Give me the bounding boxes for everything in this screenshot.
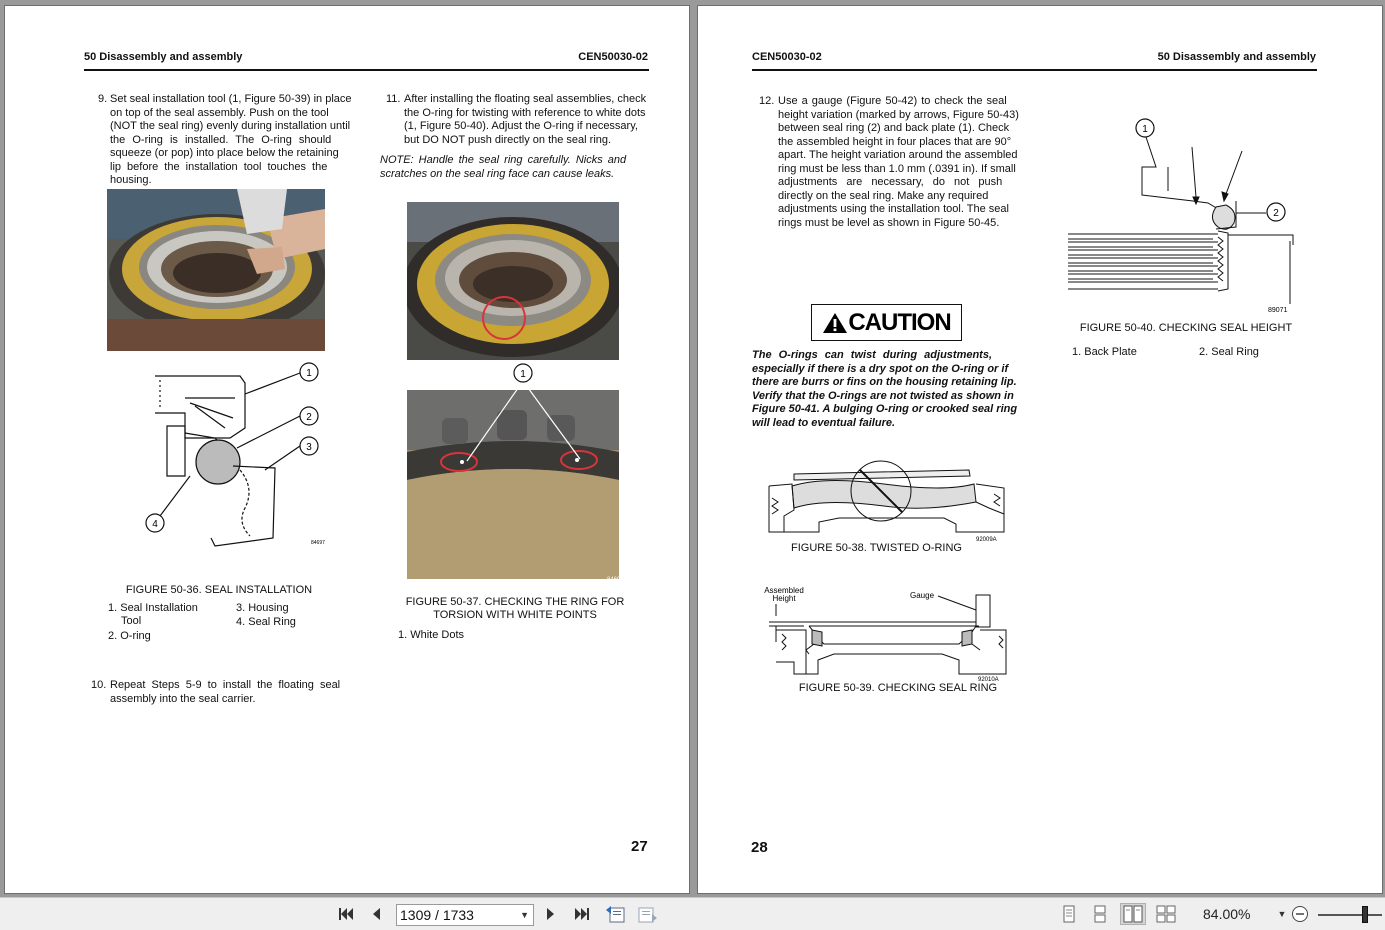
header-section-title: 50 Disassembly and assembly (84, 51, 243, 63)
step-10 (91, 679, 354, 706)
step-10-line: assembly into the seal carrier. (110, 692, 256, 705)
fig36-legend-2: 2. O-ring (108, 630, 151, 642)
caution-line: Figure 50-41. A bulging O-ring or crooked seal ring (752, 403, 1018, 415)
last-page-button[interactable] (572, 905, 592, 923)
header-rule (752, 69, 1317, 71)
checking-seal-height-diagram (1068, 109, 1298, 314)
figure-50-38-caption: FIGURE 50-38. TWISTED O-RING (791, 542, 962, 554)
zoom-slider-handle[interactable] (1362, 906, 1368, 923)
step-9-number: 9. (98, 93, 108, 105)
callout-4: 4 (152, 519, 158, 530)
next-view-button[interactable] (636, 905, 658, 923)
facing-view-button[interactable] (1120, 903, 1146, 925)
warning-icon (822, 312, 848, 334)
step-12-line: Use a gauge (Figure 50-42) to check the seal (778, 95, 1007, 107)
fig40-legend-2: 2. Seal Ring (1199, 346, 1259, 358)
step-11-text (386, 93, 649, 147)
caution-line: Verify that the O-rings are not twisted as shown in (752, 389, 1014, 402)
callout-2: 2 (306, 412, 312, 423)
seal-installation-diagram (145, 358, 335, 548)
next-view-icon (636, 904, 658, 924)
single-page-view-button[interactable] (1056, 903, 1082, 925)
zoom-level[interactable]: 84.00% (1203, 906, 1251, 922)
page-number: 27 (631, 838, 648, 855)
header-section-title: 50 Disassembly and assembly (1157, 51, 1316, 63)
facing-continuous-icon (1156, 905, 1176, 923)
step-12-line: rings must be level as shown in Figure 50-45. (778, 216, 1000, 229)
gauge-label: Gauge (910, 591, 935, 600)
step-9-line: the O-ring is installed. The O-ring should (110, 133, 332, 146)
step-9-line: (NOT the seal ring) evenly during installation until (110, 120, 351, 132)
step-11-line: (1, Figure 50-40). Adjust the O-ring if necessary, (404, 120, 638, 132)
figure-code: 92009A (976, 537, 997, 543)
step-9-line: housing. (110, 174, 152, 186)
facing-continuous-view-button[interactable] (1153, 903, 1179, 925)
caution-banner (811, 304, 962, 341)
note-text (380, 154, 649, 181)
header-rule (84, 69, 649, 71)
step-9-line: squeeze (or pop) into place below the retaining (110, 147, 339, 159)
seal-installation-photo (107, 189, 325, 351)
step-12-line: height variation (marked by arrows, Figure 50-43) (778, 108, 1019, 121)
callout-3: 3 (306, 442, 312, 453)
caption-line: TORSION WITH WHITE POINTS (433, 609, 597, 621)
fig36-legend-3: 3. Housing (236, 602, 289, 614)
step-10-number: 10. (91, 679, 107, 691)
step-12-line: adjustments are necessary, do not push (778, 176, 1003, 188)
zoom-dropdown-chevron-icon[interactable]: ▼ (1277, 909, 1287, 919)
step-10-line: Repeat Steps 5-9 to install the floating seal (110, 679, 341, 691)
white-dots-callout (445, 361, 595, 471)
continuous-view-button[interactable] (1087, 903, 1113, 925)
step-12-line: between seal ring (2) and back plate (1). Check (778, 122, 1010, 134)
note-line: NOTE: Handle the seal ring carefully. Nicks and (380, 154, 627, 166)
step-12 (759, 95, 1021, 230)
figure-50-36-caption: FIGURE 50-36. SEAL INSTALLATION (125, 584, 313, 596)
header-doc-code: CEN50030-02 (578, 51, 648, 63)
seal-ring-photo (407, 202, 619, 360)
figure-code: 92010A (978, 677, 999, 682)
callout-2: 2 (1273, 208, 1279, 219)
height-label: Height (772, 594, 796, 603)
step-9-line: lip before the installation tool touches the (110, 160, 328, 173)
page-number: 28 (751, 839, 768, 856)
next-page-icon (545, 906, 557, 922)
step-10-text (91, 679, 354, 706)
callout-1: 1 (520, 369, 526, 380)
first-page-button[interactable] (336, 905, 356, 923)
step-9-line: Set seal installation tool (1, Figure 50-39) in place (110, 93, 352, 105)
next-page-button[interactable] (543, 905, 559, 923)
callout-1: 1 (1142, 124, 1148, 135)
step-11-line: but DO NOT push directly on the seal ring. (404, 133, 612, 146)
step-9-text (98, 93, 354, 188)
step-9-line: on top of the seal assembly. Push on the tool (110, 106, 329, 119)
callout-1: 1 (306, 368, 312, 379)
caution-line: The O-rings can twist during adjustments, (752, 349, 993, 361)
caution-line: there are burrs or fins on the housing retaining lip. (752, 376, 1017, 388)
caution-text (752, 349, 1022, 430)
figure-code: 89071 (1268, 307, 1288, 314)
chevron-down-icon[interactable]: ▼ (520, 910, 529, 920)
step-12-line: the assembled height in four places that are 90° (778, 135, 1012, 148)
fig36-legend-1: 1. Seal Installation (108, 602, 198, 614)
zoom-out-icon (1291, 905, 1309, 923)
step-11-line: After installing the floating seal assemblies, check (404, 93, 647, 105)
caution-line: will lead to eventual failure. (752, 416, 896, 429)
step-12-text (759, 95, 1021, 230)
previous-view-icon (605, 904, 627, 924)
page-number-value: 1309 / 1733 (400, 907, 474, 923)
pdf-page-right (697, 5, 1383, 894)
previous-view-button[interactable] (605, 905, 627, 923)
fig36-legend-4: 4. Seal Ring (236, 616, 296, 628)
figure-50-37-caption (387, 596, 643, 622)
caution-title: CAUTION (848, 308, 951, 336)
fig36-legend-1b: Tool (121, 615, 142, 627)
step-9 (98, 93, 354, 188)
previous-page-button[interactable] (368, 905, 384, 923)
figure-50-39-caption: FIGURE 50-39. CHECKING SEAL RING (798, 682, 998, 694)
step-11-number: 11. (386, 93, 401, 105)
page-number-input[interactable] (396, 904, 534, 926)
continuous-page-icon (1092, 905, 1108, 923)
step-11-line: the O-ring for twisting with reference to white dots (404, 106, 646, 119)
fig40-legend-1: 1. Back Plate (1072, 346, 1137, 358)
step-12-line: adjustments using the installation tool. The seal (778, 203, 1009, 215)
last-page-icon (573, 906, 591, 922)
figure-code: 84697 (311, 540, 325, 546)
note-line: scratches on the seal ring face can cause leaks. (380, 167, 615, 180)
fig37-legend-1: 1. White Dots (398, 629, 465, 641)
facing-pages-icon (1123, 905, 1143, 923)
zoom-slider-track[interactable] (1318, 914, 1382, 916)
figure-50-40-caption: FIGURE 50-40. CHECKING SEAL HEIGHT (1079, 322, 1293, 334)
twisted-oring-diagram (764, 454, 1014, 544)
step-11 (386, 93, 649, 147)
caution-line: especially if there is a dry spot on the O-ring or if (752, 362, 1009, 375)
figure-code: 84698 (607, 577, 624, 583)
header-doc-code: CEN50030-02 (752, 51, 822, 63)
single-page-icon (1061, 905, 1077, 923)
checking-seal-ring-diagram (754, 582, 1014, 682)
assembled-label: Assembled (764, 586, 804, 595)
step-12-line: directly on the seal ring. Make any required (778, 189, 989, 202)
previous-page-icon (370, 906, 382, 922)
first-page-icon (337, 906, 355, 922)
navigation-toolbar (0, 897, 1385, 930)
caption-line: FIGURE 50-37. CHECKING THE RING FOR (405, 596, 625, 608)
step-12-line: apart. The height variation around the assembled (778, 149, 1018, 161)
pdf-page-left (4, 5, 690, 894)
step-12-line: ring must be less than 1.0 mm (.0391 in). If small (778, 162, 1016, 175)
step-12-number: 12. (759, 95, 775, 107)
zoom-out-button[interactable] (1291, 905, 1309, 923)
